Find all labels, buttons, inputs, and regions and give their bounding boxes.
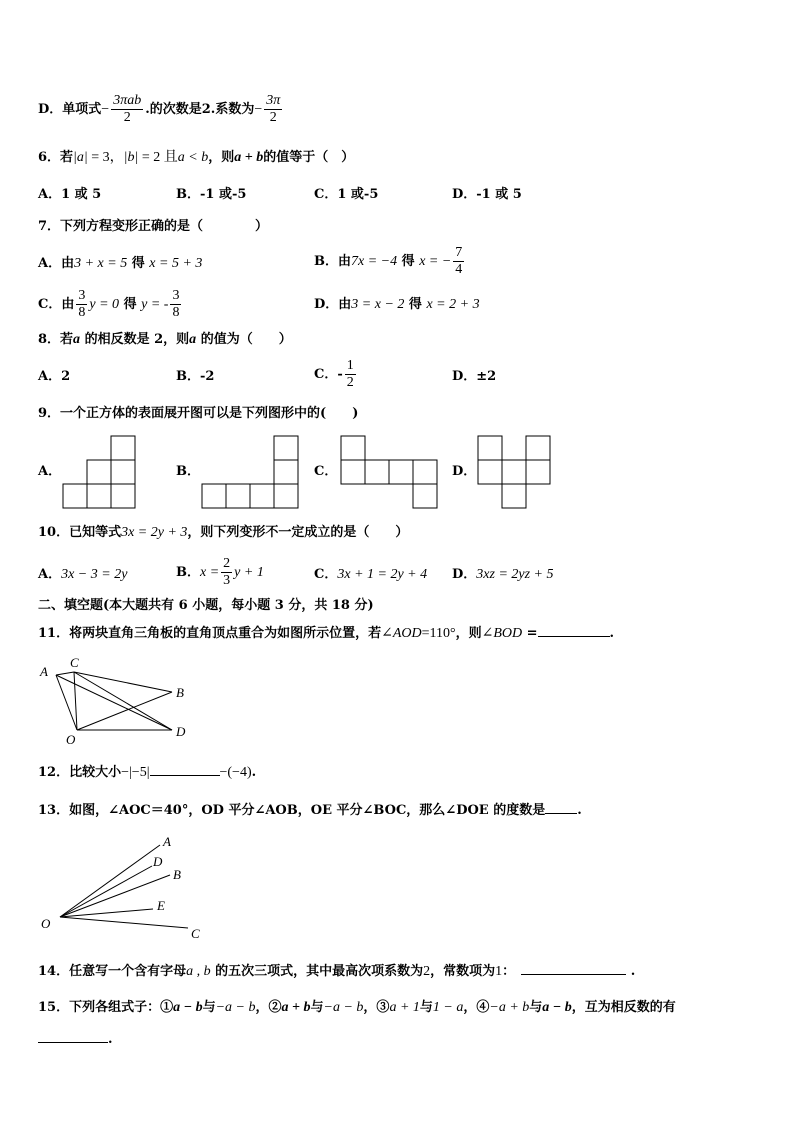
math: y + 1 — [234, 565, 264, 580]
fig-label-o: O — [66, 732, 76, 747]
fig-label-d: D — [153, 854, 163, 869]
stem-text: 8．若 — [38, 332, 74, 347]
q8-option-a: A．2 — [38, 369, 71, 384]
stem-text: ，② — [255, 1000, 282, 1015]
math: 3 + x = 5 — [74, 256, 128, 271]
math: x = 5 + 3 — [149, 256, 203, 271]
stem-text: 15．下列各组式子：① — [38, 1000, 174, 1015]
option-label: C．- — [314, 367, 343, 382]
option-label: C． — [314, 567, 338, 582]
math: a + b — [281, 1000, 311, 1015]
math: 3xz = 2yz + 5 — [476, 567, 554, 582]
math: 3x − 3 = 2y — [61, 567, 128, 582]
math: 3x + 1 = 2y + 4 — [337, 567, 428, 582]
math: |b| — [123, 150, 139, 165]
math: a — [73, 332, 81, 347]
q6-option-b: B．-1 或-5 — [176, 187, 247, 202]
math: −(−4) — [219, 765, 252, 780]
math: a − b — [542, 1000, 572, 1015]
math: −a − b — [323, 1000, 364, 1015]
q6-option-d: D．-1 或 5 — [452, 187, 522, 202]
option-label: C．由 — [38, 297, 75, 312]
q9-label-d: D． — [452, 464, 477, 479]
stem-text: 与 — [419, 1000, 433, 1015]
option-text: 得 — [408, 297, 422, 312]
math: y = - — [141, 297, 169, 312]
fig-label-o: O — [41, 916, 51, 931]
stem-text: . — [577, 803, 582, 818]
numerator: 3 — [172, 288, 180, 303]
denominator: 2 — [123, 110, 131, 125]
math: =110° — [421, 626, 456, 641]
stem-text: ： — [502, 964, 516, 979]
stem-text: 13．如图，∠AOC＝40°，OD 平分∠AOB，OE 平分∠BOC，那么∠DOE 的度数是 — [38, 803, 546, 818]
q9-label-b: B． — [176, 464, 200, 479]
stem-text: ，则 — [208, 150, 235, 165]
numerator: 3π — [266, 93, 281, 108]
stem-text: . — [630, 964, 636, 979]
minus-sign: − — [101, 102, 110, 117]
stem-text: . — [251, 765, 257, 780]
fig-label-c: C — [70, 655, 79, 670]
stem-text: 10．已知等式 — [38, 525, 122, 540]
math: −|−5| — [121, 765, 150, 780]
stem-text: 12．比较大小 — [38, 765, 122, 780]
option-text: .的次数是2.系数为 — [145, 102, 255, 117]
stem-text: 与 — [202, 1000, 216, 1015]
section-heading: 二、填空题(本大题共有 6 小题，每小题 3 分，共 18 分) — [38, 598, 374, 613]
math: 2 — [423, 964, 431, 979]
option-label: B． — [176, 565, 200, 580]
stem-text: 的五次三项式，其中最高次项系数为 — [215, 964, 424, 979]
fig-label-e: E — [157, 898, 165, 913]
stem-text: ，则下列变形不一定成立的是（ ） — [187, 525, 409, 540]
stem-text: 与 — [529, 1000, 543, 1015]
stem-text: 14．任意写一个含有字母 — [38, 964, 187, 979]
math: a + 1 — [389, 1000, 420, 1015]
stem-text: 的值等于（ ） — [263, 150, 355, 165]
q6-option-c: C．1 或-5 — [314, 187, 379, 202]
numerator: 1 — [346, 358, 354, 373]
stem-text: 与 — [310, 1000, 324, 1015]
stem-text: 的值为（ ） — [200, 332, 292, 347]
fig-label-d: D — [176, 724, 186, 739]
math: = 2 且 — [138, 150, 178, 165]
math: a − b — [173, 1000, 203, 1015]
answer-blank — [38, 1030, 108, 1043]
fig-label-a: A — [163, 834, 171, 849]
numerator: 3 — [78, 288, 86, 303]
option-label: A．由 — [38, 256, 75, 271]
option-label: D． — [38, 102, 63, 117]
fig-label-b: B — [173, 867, 181, 882]
q9-label-a: A． — [38, 464, 62, 479]
option-text: 得 — [401, 254, 415, 269]
option-label: D． — [452, 567, 477, 582]
q14-stem — [38, 962, 635, 981]
denominator: 2 — [346, 375, 354, 390]
numerator: 3πab — [113, 93, 142, 108]
stem-text: ，③ — [363, 1000, 390, 1015]
stem-text: . — [609, 626, 615, 641]
denominator: 8 — [172, 305, 180, 320]
denominator: 2 — [269, 110, 277, 125]
math: a — [189, 332, 197, 347]
q8-option-b: B．-2 — [176, 369, 215, 384]
math: 3x = 2y + 3 — [121, 525, 188, 540]
stem-text: = — [522, 626, 538, 641]
stem-text: 11．将两块直角三角板的直角顶点重合为如图所示位置，若 — [38, 626, 382, 641]
math: y = 0 — [89, 297, 120, 312]
math: 3 = x − 2 — [351, 297, 405, 312]
option-text: 得 — [123, 297, 137, 312]
minus-sign: − — [254, 102, 263, 117]
stem-text: 6．若 — [38, 150, 74, 165]
q15-stem — [38, 999, 676, 1017]
stem-text: ，互为相反数的有 — [571, 1000, 676, 1015]
math: a < b — [177, 150, 209, 165]
stem-text: ，则 — [455, 626, 482, 641]
math: −a − b — [215, 1000, 256, 1015]
q8-option-d: D．±2 — [452, 369, 497, 384]
q9-label-c: C． — [314, 464, 338, 479]
math: x = − — [419, 254, 452, 269]
stem-text: . — [108, 1032, 113, 1047]
option-text: 得 — [131, 256, 145, 271]
numerator: 7 — [455, 245, 463, 260]
option-label: A． — [38, 567, 62, 582]
stem-text: ，常数项为 — [430, 964, 496, 979]
math: −a + b — [489, 1000, 530, 1015]
math: a + b — [234, 150, 264, 165]
stem-text: ，④ — [463, 1000, 490, 1015]
denominator: 4 — [455, 262, 463, 277]
math: a , b — [186, 964, 211, 979]
option-label: D．由 — [314, 297, 352, 312]
numerator: 2 — [223, 556, 231, 571]
math: 1 − a — [432, 1000, 464, 1015]
math: ∠AOD — [381, 626, 422, 641]
math: x = 2 + 3 — [426, 297, 480, 312]
math: ∠BOD — [481, 626, 523, 641]
q15-answer-line — [38, 1030, 113, 1049]
math: x = — [200, 565, 220, 580]
math: 1 — [495, 964, 503, 979]
denominator: 8 — [78, 305, 86, 320]
fig-label-c: C — [191, 926, 200, 941]
fig-label-b: B — [176, 685, 184, 700]
denominator: 3 — [223, 573, 231, 588]
q6-option-a: A．1 或 5 — [38, 187, 102, 202]
option-text: 单项式 — [62, 102, 102, 117]
q7-stem: 7．下列方程变形正确的是（ ） — [38, 219, 269, 234]
math: 7x = −4 — [351, 254, 398, 269]
q9-stem: 9．一个正方体的表面展开图可以是下列图形中的( ) — [38, 406, 359, 421]
answer-blank — [521, 962, 626, 975]
math: |a| — [73, 150, 88, 165]
math: = 3， — [87, 150, 124, 165]
stem-text: 的相反数是 2，则 — [84, 332, 190, 347]
option-label: B．由 — [314, 254, 351, 269]
fig-label-a: A — [40, 664, 48, 679]
